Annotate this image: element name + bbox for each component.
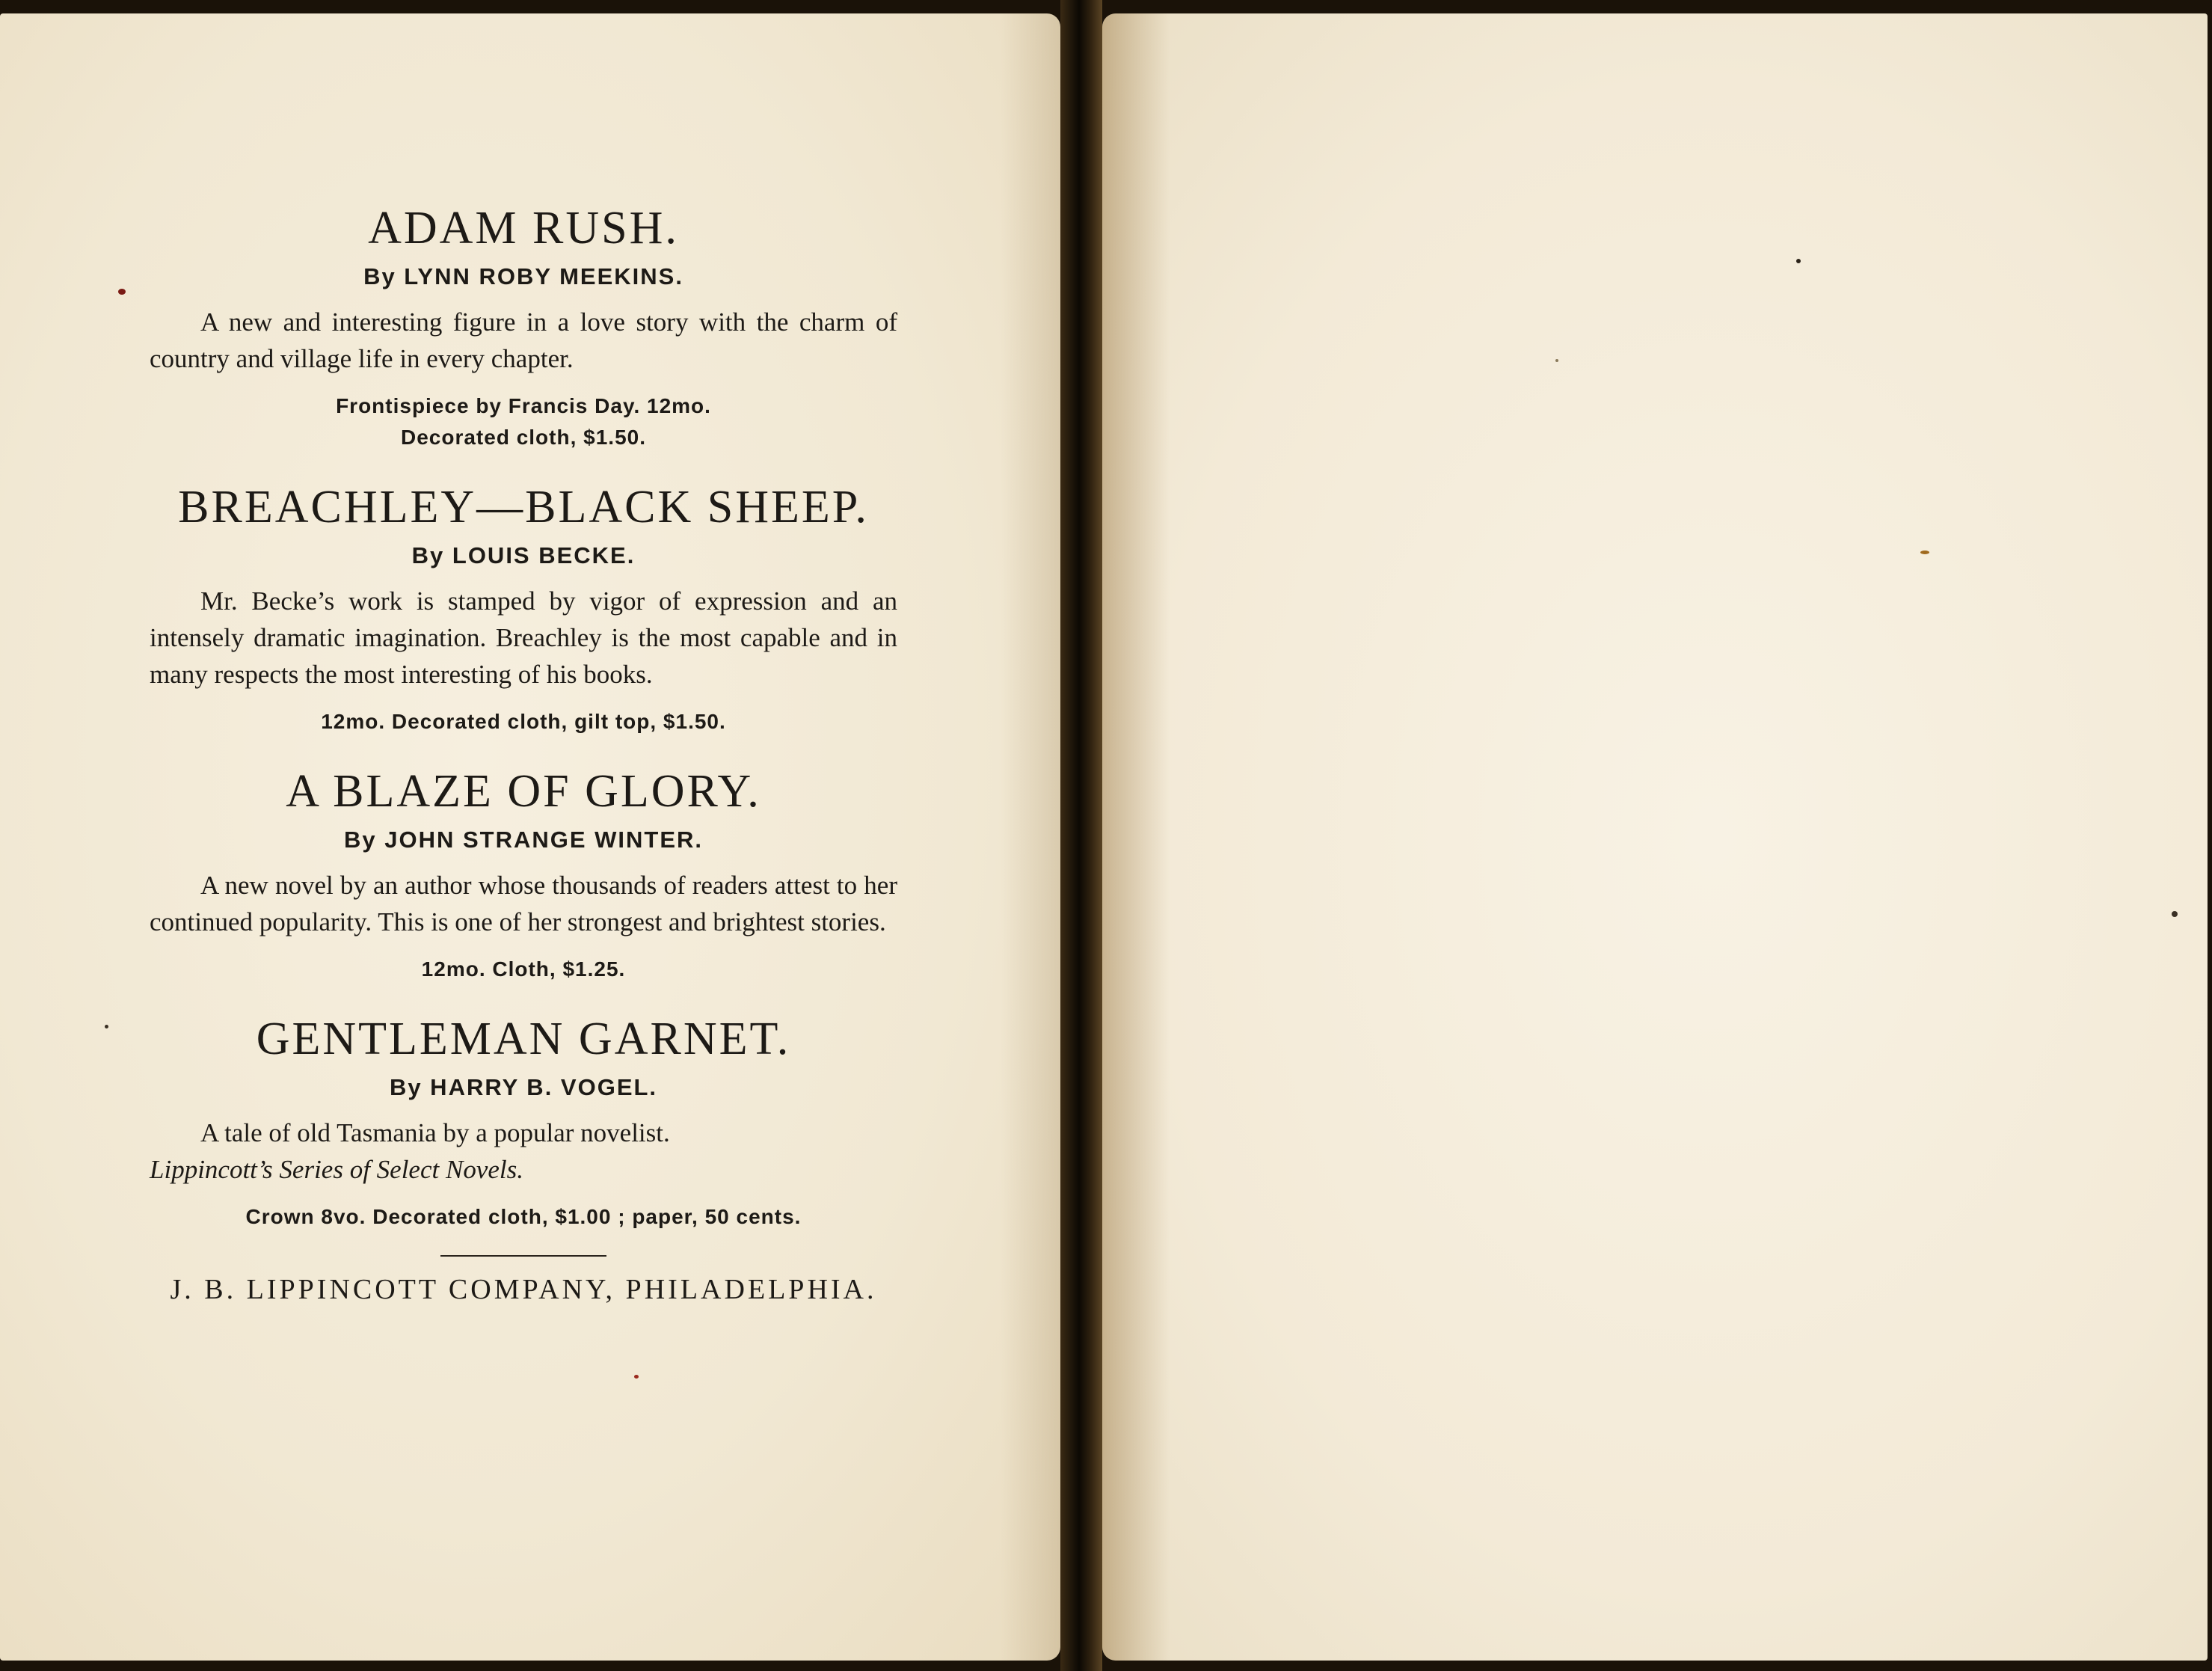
book-description: Mr. Becke’s work is stamped by vigor of expression and an intensely dramatic imagination. Breachley is the most capable and in many respects the most interesting of his books. [150,586,897,690]
book-entry-gentleman-garnet [150,1015,897,1233]
book-title: ADAM RUSH. [368,203,679,254]
book-entry-adam-rush [150,204,897,453]
book-meta: 12mo. Cloth, $1.25. [421,957,626,981]
book-description: A tale of old Tasmania by a popular novelist. [200,1118,670,1148]
advertisement-column [150,204,897,1306]
book-series: Lippincott’s Series of Select Novels. [150,1155,523,1185]
book-description: A new and interesting figure in a love story with the charm of country and village life in every chapter. [150,307,897,374]
book-author: By HARRY B. VOGEL. [389,1074,658,1101]
ink-speck [1555,359,1558,362]
book-entry-breachley [150,483,897,738]
ink-speck [2172,911,2178,917]
book-price: Decorated cloth, $1.50. [400,426,646,450]
book-title: GENTLEMAN GARNET. [256,1014,791,1065]
publisher-imprint: J. B. LIPPINCOTT COMPANY, PHILADELPHIA. [170,1274,877,1306]
book-description: A new novel by an author whose thousands of readers attest to her continued popularity. This is one of her strongest and brightest stories. [150,871,897,937]
book-title: BREACHLEY—BLACK SHEEP. [178,482,869,533]
ink-speck [1796,259,1801,263]
ink-speck [105,1025,108,1028]
ink-speck [118,289,126,295]
book-author: By LOUIS BECKE. [411,542,636,569]
book-gutter [1060,0,1102,1671]
book-meta: Frontispiece by Francis Day. 12mo. [336,394,711,418]
ink-speck [1920,551,1929,554]
book-meta: Crown 8vo. Decorated cloth, $1.00 ; paper, 50 cents. [245,1205,802,1229]
book-author: By LYNN ROBY MEEKINS. [363,263,683,290]
book-entry-blaze-of-glory [150,767,897,985]
ink-speck [634,1375,639,1379]
book-meta: 12mo. Decorated cloth, gilt top, $1.50. [321,710,726,734]
divider-rule [440,1255,606,1257]
book-author: By JOHN STRANGE WINTER. [343,827,704,853]
book-title: A BLAZE OF GLORY. [286,766,761,818]
right-page [1102,13,2208,1661]
left-page [0,13,1060,1661]
